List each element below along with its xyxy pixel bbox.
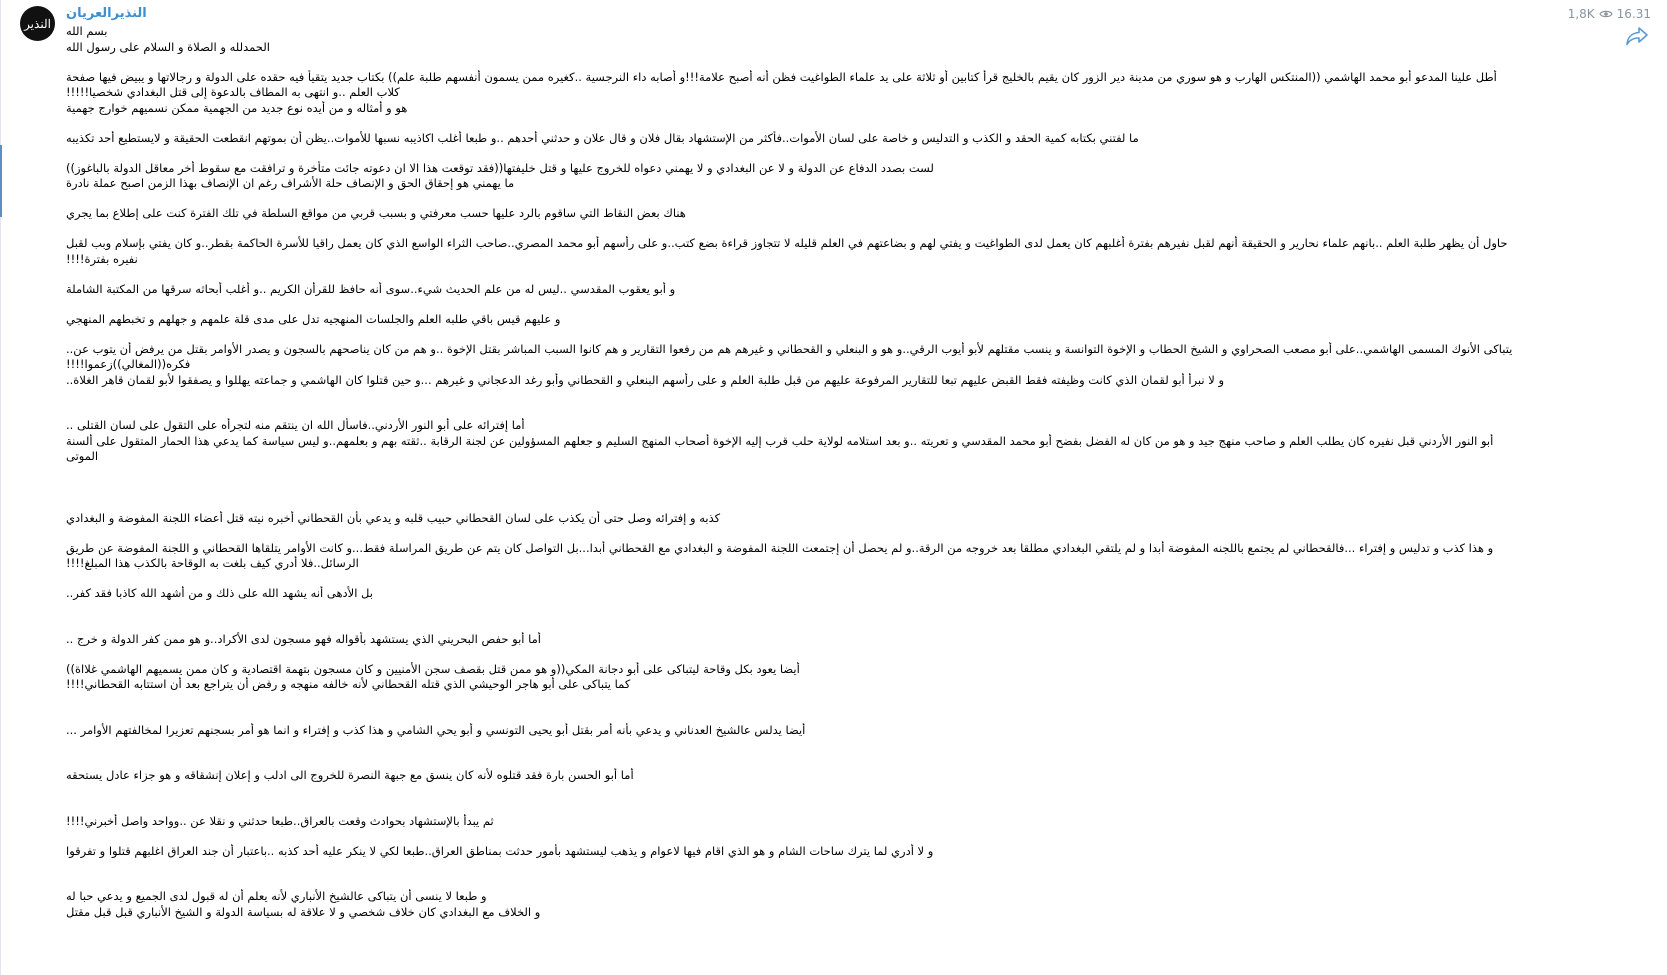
text-line: هو و أمثاله و من أيده نوع جديد من الجهمية ممكن نسميهم خوارج جهمية xyxy=(66,100,408,115)
text-line: يتباكى الأنوك المسمى الهاشمي..على أبو مصعب الصحراوي و الشيخ الحطاب و الإخوة التوانسة و ينسب مقتلهم لأبو أيوب الرقي..و هو و البنعلي و القحطاني و غيرهم هم من رفعوا التقارير و هم كانوا السبب المباشر بقتل الإخوة ..و هم من كان يناصحهم بالسجون و يصدر الأوامر بقتل من يرفض أن يتوب عن.. xyxy=(66,341,1513,356)
text-line: نفيره بفترة!!!! xyxy=(66,251,138,266)
text-line: هناك بعض النقاط التي ساقوم بالرد عليها حسب معرفتي و بسبب قربي من مواقع السلطة في تلك الفترة كنت على إطلاع بما يجري xyxy=(66,206,686,220)
text-line: أيضا يعود بكل وقاحة ليتباكى على أبو دجانة المكي((و هو ممن قتل بقصف سجن الأمنيين و كان مسجون بتهمة اقتصادية و كان ممن يسميهم الهاشمي غلااة)) xyxy=(66,661,800,676)
text-line: حاول أن يظهر طلبة العلم ..بانهم علماء نحارير و الحقيقة أنهم لقبل نفيرهم بفترة أغلبهم كان يعمل لدى الطواغيت و يفتي لهم و بضاعتهم في العلم قليله لا تتجاوز قراءة بضع كتب..و على رأسهم أبو محمد المصري..صاحب الثراء الواسع الذي كان يعمل راقيا للأسرة الحاكمة بقطر..و كان يفتي بإسلام وبب لقبل xyxy=(66,236,1508,250)
text-line: ثم يبدأ بالإستشهاد بحوادث وقعت بالعراق..طبعا حدثني و نقلا عن ..وواحد واصل أخبرني!!!! xyxy=(66,813,494,828)
share-button[interactable] xyxy=(1625,26,1651,48)
message-text xyxy=(66,24,1612,920)
message-bubble xyxy=(66,4,1612,920)
share-arrow-icon xyxy=(1625,26,1651,46)
text-line: ما لفتني بكتابه كمية الحقد و الكذب و التدليس و خاصة على لسان الأموات..فأكثر من الإستشهاد بقال فلان و قال علان و حدثني أحدهم ..و طبعا أغلب اكاذيبه نسبها للأموات..يظن أن بموتهم انقطعت الحقيقة و لايستطيع أحد تكذيبه xyxy=(66,130,1139,145)
text-line: و الخلاف مع البغدادي كان خلاف شخصي و لا علاقة له بسياسة الدولة و الشيخ الأنباري قبل قبل مقتل xyxy=(66,904,541,919)
text-line: أما أبو حفص البحريني الذي يستشهد بأقواله فهو مسجون لدى الأكراد..و هو ممن كفر الدولة و خرج .. xyxy=(66,631,541,646)
text-line: و لا أدري لما يترك ساحات الشام و هو الذي اقام فيها لاعوام و يذهب ليستشهد بأمور حدثت بمناطق العراق..طبعا لكي لا ينكر عليه أحد كذبه ..باعتبار أن جند العراق اغلبهم قتلوا و تفرقوا xyxy=(66,843,934,858)
text-line: و طبعا لا ينسى أن يتباكى عالشيخ الأنباري لأنه يعلم أن له قبول لدى الجميع و يدعي حبا له xyxy=(66,889,487,903)
text-line: كما يتباكى على أبو هاجر الوحيشي الذي قتله القحطاني لأنه خالفه منهجه و رفض أن يتراجع بعد أن استتابه القحطاني!!!! xyxy=(66,677,631,691)
text-line: أما أبو الحسن بارة فقد قتلوه لأنه كان ينسق مع جبهة النصرة للخروج الى ادلب و إعلان إنشقاقه و هو جزاء عادل يستحقه xyxy=(66,768,634,782)
unread-accent-bar xyxy=(0,145,2,217)
text-line: كذبه و إفترائه وصل حتى أن يكذب على لسان القحطاني حبيب قلبه و يدعي بأن القحطاني أخبره نيته قتل أعضاء اللجنة المفوضة و البغدادي xyxy=(66,510,721,525)
text-line: أطل علينا المدعو أبو محمد الهاشمي ((المنتكس الهارب و هو سوري من مدينة دير الزور كان يقيم بالخليج قرأ كتابين أو ثلاثة على يد علماء الطواغيت فظن أنه أصبح علامة!!!و أصابه داء النرجسية ..كغيره ممن يسمون أنفسهم طلبة علم)) بكتاب جديد يتقيأ فيه حقده على الدولة و رجالاتها و يبيض فيها صفحة xyxy=(66,69,1497,84)
text-line: فكره((المغالي))زعموا!!!! xyxy=(66,357,191,371)
message-time: 16.31 xyxy=(1616,7,1651,21)
text-line: الحمدلله و الصلاة و السلام على رسول الله xyxy=(66,39,270,54)
view-count: 1,8K xyxy=(1567,7,1595,21)
text-line: أما إفترائه على أبو النور الأردني..فاسأل الله ان ينتقم منه لتجرأه على التقول على لسان القتلى .. xyxy=(66,418,525,432)
text-line: أيضا يدلس عالشيخ العدناني و يدعي بأنه أمر بقتل أبو يحيى التونسي و أبو يحي الشامي و هذا كذب و إفتراء و انما هو أمر بسجنهم تعزيرا لمخالفتهم الأوامر ... xyxy=(66,722,806,737)
text-line: الموتى xyxy=(66,449,99,463)
avatar-logo-text: النذير xyxy=(24,16,51,31)
text-line: ما يهمني هو إحقاق الحق و الإنصاف حلة الأشراف رغم ان الإنصاف بهذا الزمن اصبح عملة نادرة xyxy=(66,176,515,190)
text-line: لست بصدد الدفاع عن الدولة و لا عن البغدادي و لا يهمني دعواه للخروج عليها و قتل خليفتها((فقد توقعت هذا الا ان دعوته جائت متأخرة و ترافقت مع سقوط أخر معاقل الدولة بالباغوز)) xyxy=(66,160,934,175)
text-line: بل الأدهى أنه يشهد الله على ذلك و من أشهد الله كاذبا فقد كفر.. xyxy=(66,586,373,600)
sender-name[interactable]: النذيرالعريان xyxy=(66,6,147,21)
text-line: كلاب العلم ..و انتهى به المطاف بالدعوة إلى قتل البغدادي شخصيا!!!!! xyxy=(66,85,400,99)
text-line: الرسائل..فلا أدري كيف بلغت به الوقاحة بالكذب هذا المبلغ!!!! xyxy=(66,556,359,570)
channel-avatar[interactable] xyxy=(20,6,55,41)
text-line: و هذا كذب و تدليس و إفتراء ...فالقحطاني لم يجتمع باللجنه المفوضة أبدا و لم يلتقي البغدادي مطلقا بعد خروجه من الرقة..و لم يحصل أن إجتمعت اللجنة المفوضة و البغدادي مع القحطاني أبدا...بل التواصل كان يتم عن طريق المراسلة فقط...و كانت الأوامر يتلقاها القحطاني و اللجنة المفوضة عن طريق xyxy=(66,540,1494,555)
text-line: بسم الله xyxy=(66,24,108,38)
text-line: و أبو يعقوب المقدسي ..ليس له من علم الحديث شيء..سوى أنه حافظ للقرأن الكريم ..و أغلب أبحاثه سرقها من المكتبة الشاملة xyxy=(66,281,676,296)
text-line: أبو النور الأردني قبل نفيره كان يطلب العلم و صاحب منهج جيد و هو من كان له الفضل بفضح أبو محمد المقدسي و تعريته ..و بعد استلامه لولاية حلب قرب إليه الإخوة أصحاب المنهج السليم و جعلهم المسؤولين عن لجنة الرقابة ..ثقته بهم و بعلمهم..و ليس سياسة كما يدعي هذا الحمار المتقول على ألسنة xyxy=(66,433,1494,448)
text-line: و لا نبرأ أبو لقمان الذي كانت وظيفته فقط القبض عليهم تبعا للتقارير المرفوعة عليهم من قبل طلبة العلم و على رأسهم البنعلي و القحطاني وأبو رغد الدعجاني و غيرهم ...و حين قتلوا كان الهاشمي و جماعته يهللوا و يصفقوا لأبو لقمان قاهر الغلاة.. xyxy=(66,372,1225,387)
text-line: و عليهم قيس باقي طلبه العلم والجلسات المنهجيه تدل على مدى قلة علمهم و جهلهم و تخبطهم المنهجي xyxy=(66,311,561,326)
